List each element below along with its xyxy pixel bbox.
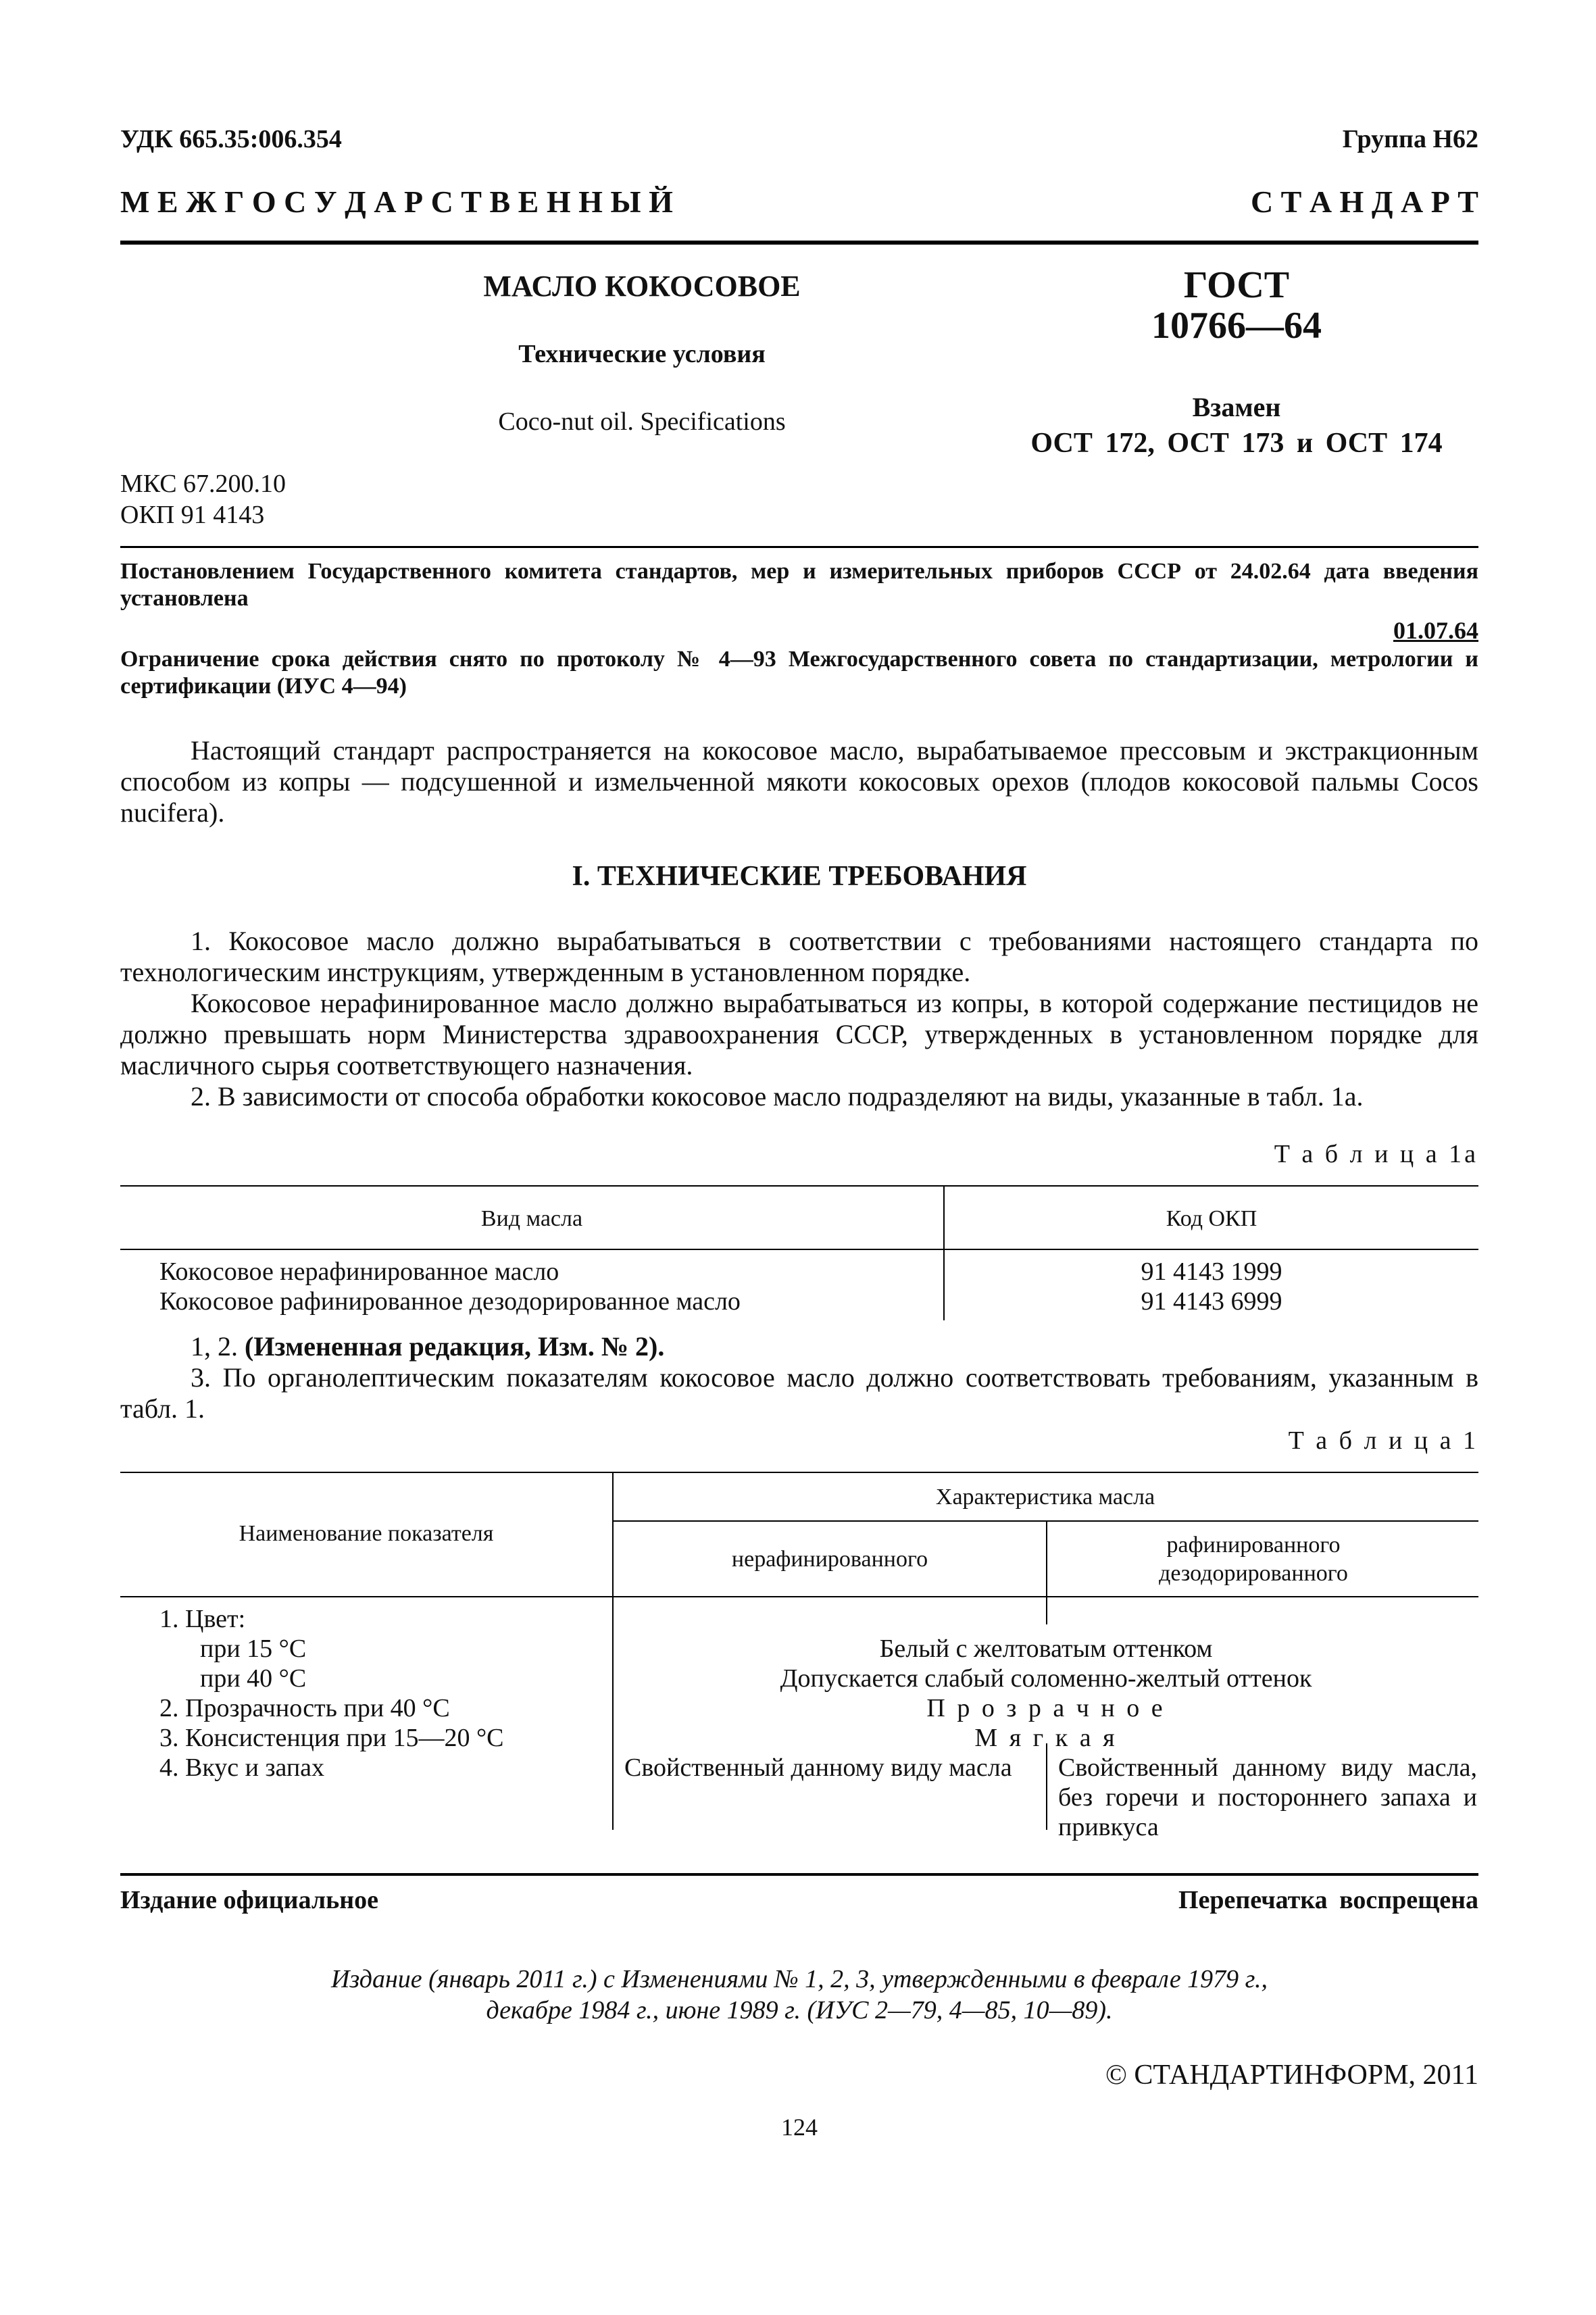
- header-rule: [120, 241, 1478, 245]
- page-title: МАСЛО КОКОСОВОЕ: [483, 270, 801, 303]
- value-taste-refined: Свойственный данному виду масла, без горечи и постороннего запаха и привкуса: [1058, 1753, 1477, 1841]
- paragraph-1b: Кокосовое нерафинированное масло должно вырабатываться из копры, в которой содержание пестицидов не должно превышать норм Министерства здравоохранения СССР, утвержденных в установленном порядке для масличного сырья соответствующего назначения.: [120, 988, 1478, 1080]
- table-1a-top-rule: [120, 1185, 1478, 1187]
- value-consistency: М я г к а я: [974, 1724, 1118, 1752]
- table-1-header-refined: рафинированного дезодорированного: [1159, 1533, 1348, 1586]
- banner-interstate: М Е Ж Г О С У Д А Р С Т В Е Н Н Ы Й: [120, 184, 673, 219]
- paragraph-1: 1. Кокосовое масло должно вырабатываться в соответствии с требованиями настоящего стандарта по технологическим инструкциям, утвержденным в установленном порядке.: [120, 926, 1478, 987]
- okp-code: ОКП 91 4143: [120, 501, 265, 529]
- mks-code: МКС 67.200.10: [120, 470, 286, 498]
- page-number: 124: [781, 2114, 818, 2141]
- decree-text: Постановлением Государственного комитета стандартов, мер и измерительных приборов СССР от 24.02.64 дата введения установлена: [120, 559, 1478, 611]
- table-1a-header-code: Код ОКП: [1166, 1206, 1257, 1231]
- table-1a-caption: Т а б л и ц а 1а: [1274, 1140, 1478, 1168]
- row-color: 1. Цвет:: [159, 1605, 246, 1633]
- official-edition: Издание официальное: [120, 1886, 379, 1914]
- amendment-bold: (Измененная редакция, Изм. № 2).: [245, 1331, 665, 1362]
- paragraph-3: 3. По органолептическим показателям кокосовое масло должно соответствовать требованиям, указанным в табл. 1.: [120, 1362, 1478, 1424]
- row-transparency: 2. Прозрачность при 40 °С: [159, 1694, 450, 1722]
- row-at-15: при 15 °С: [200, 1635, 307, 1663]
- table-1-caption: Т а б л и ц а 1: [1288, 1426, 1478, 1455]
- table-1a-header-kind: Вид масла: [480, 1206, 583, 1231]
- replaces-label: Взамен: [1192, 392, 1281, 422]
- standard-banner: [120, 184, 1478, 220]
- edition-line-1: Издание (январь 2011 г.) с Изменениями № 1, 2, 3, утвержденными в феврале 1979 г.,: [330, 1965, 1268, 1993]
- replaces-list: ОСТ 172, ОСТ 173 и ОСТ 174: [1030, 428, 1443, 459]
- section-heading: I. ТЕХНИЧЕСКИЕ ТРЕБОВАНИЯ: [572, 861, 1027, 892]
- value-transparency: П р о з р а ч н о е: [926, 1694, 1166, 1722]
- value-taste-unrefined: Свойственный данному виду масла: [624, 1753, 1012, 1782]
- reprint-notice: Перепечатка воспрещена: [1178, 1886, 1478, 1914]
- value-at-15: Белый с желтоватым оттенком: [879, 1635, 1213, 1663]
- banner-standard: С Т А Н Д А Р Т: [1250, 184, 1478, 219]
- table-1-divider-2a: [1046, 1522, 1047, 1624]
- value-at-40: Допускается слабый соломенно-желтый оттенок: [780, 1664, 1312, 1693]
- table-1a-header-rule: [120, 1249, 1478, 1250]
- gost-label: ГОСТ: [1183, 264, 1290, 306]
- table-1-divider-2b: [1046, 1743, 1047, 1830]
- table-cell-code: 91 4143 1999: [1141, 1258, 1282, 1286]
- table-1-top-rule: [120, 1472, 1478, 1473]
- row-taste: 4. Вкус и запах: [159, 1753, 325, 1782]
- intro-paragraph: Настоящий стандарт распространяется на кокосовое масло, вырабатываемое прессовым и экстракционным способом из копры — подсушенной и измельченной мякоти кокосовых орехов (плодов кокосовой пальмы Cocos nucifera).: [120, 735, 1478, 828]
- amendment-note: [191, 1331, 664, 1362]
- udk-code: УДК 665.35:006.354: [120, 125, 342, 153]
- english-title: Coco-nut oil. Specifications: [498, 407, 786, 436]
- table-1-header-group: Характеристика масла: [935, 1485, 1155, 1510]
- group-code: Группа Н62: [1342, 125, 1478, 153]
- table-row: Кокосовое нерафинированное масло: [159, 1258, 559, 1286]
- title-rule: [120, 546, 1478, 548]
- footer-rule: [120, 1873, 1478, 1876]
- table-1-header-rule: [120, 1596, 1478, 1597]
- table-1-header-unrefined: нерафинированного: [731, 1547, 928, 1572]
- limitation-text: Ограничение срока действия снято по протоколу № 4—93 Межгосударственного совета по стандартизации, метрологии и сертификации (ИУС 4—94): [120, 647, 1478, 699]
- subtitle: Технические условия: [518, 340, 766, 368]
- copyright: © СТАНДАРТИНФОРМ, 2011: [1105, 2060, 1478, 2091]
- amendment-prefix: 1, 2.: [191, 1331, 238, 1362]
- paragraph-2: 2. В зависимости от способа обработки кокосовое масло подразделяют на виды, указанные в табл. 1а.: [191, 1081, 1364, 1112]
- table-1-group-rule: [612, 1520, 1478, 1522]
- edition-line-2: декабре 1984 г., июне 1989 г. (ИУС 2—79, 4—85, 10—89).: [486, 1996, 1113, 2024]
- table-row: Кокосовое рафинированное дезодорированное масло: [159, 1287, 741, 1316]
- table-1-header-name: Наименование показателя: [239, 1521, 494, 1546]
- introduction-date: 01.07.64: [1393, 617, 1478, 644]
- table-cell-code: 91 4143 6999: [1141, 1287, 1282, 1316]
- gost-number: 10766—64: [1151, 305, 1322, 347]
- row-consistency: 3. Консистенция при 15—20 °С: [159, 1724, 504, 1752]
- row-at-40: при 40 °С: [200, 1664, 307, 1693]
